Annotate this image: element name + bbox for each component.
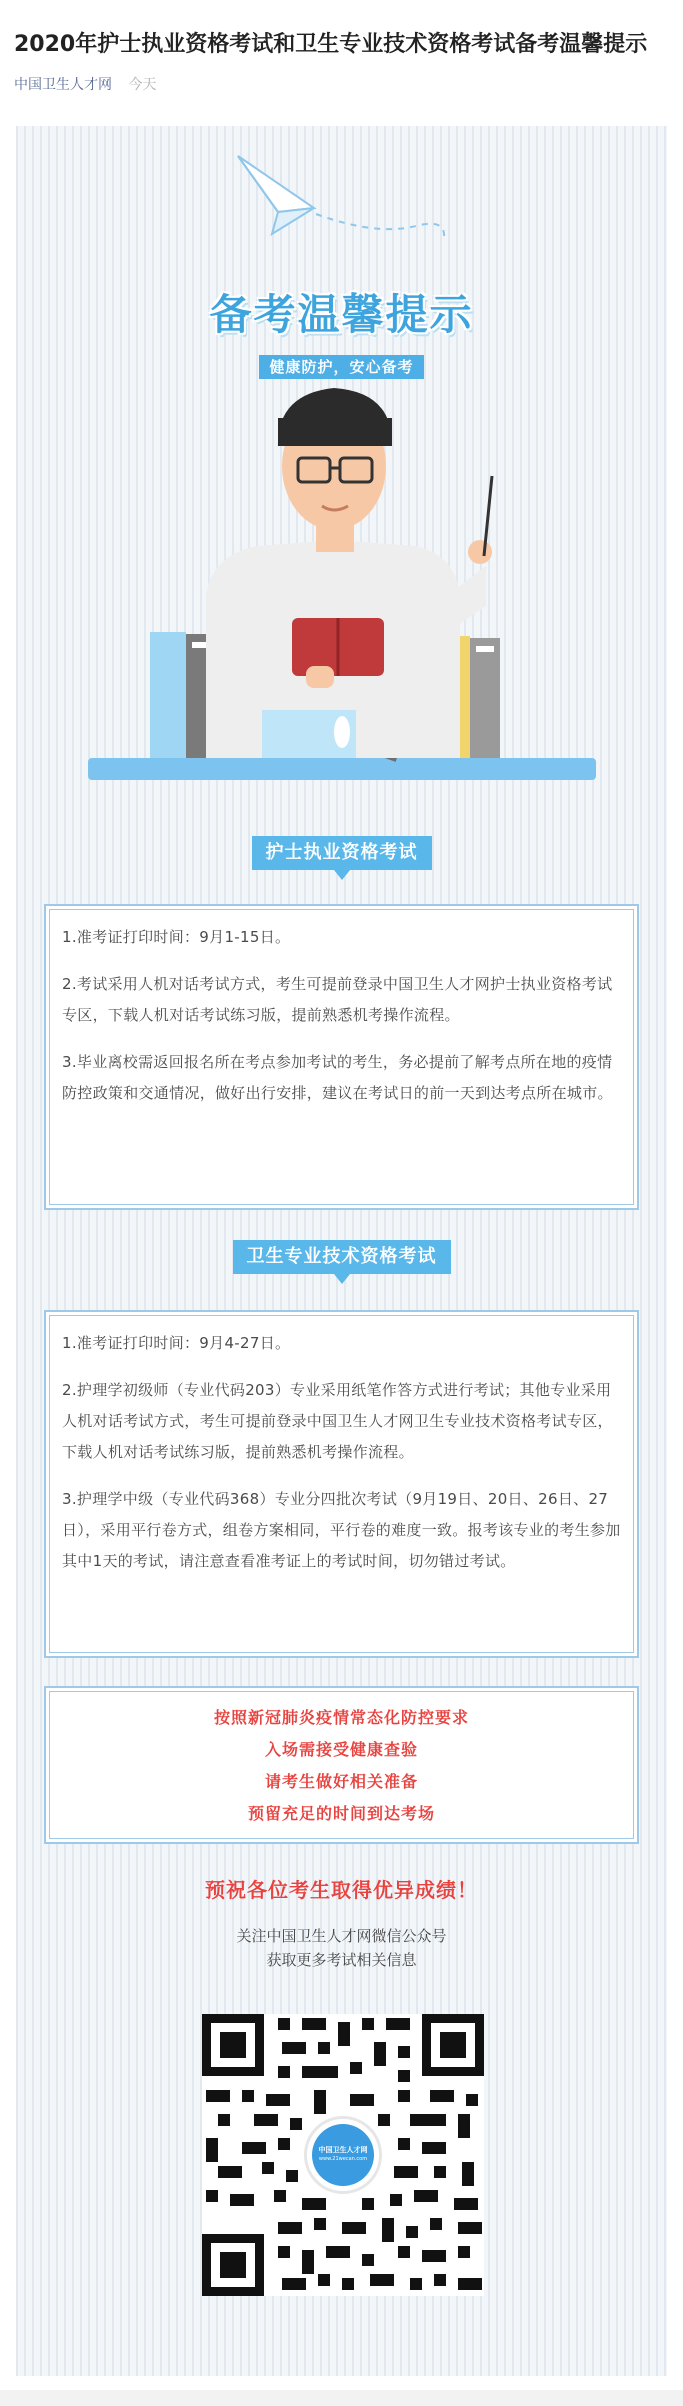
qr-logo-circle [312,2124,374,2186]
health-section-tag [16,1240,667,1284]
qr-code[interactable] [202,2014,484,2296]
nurse-item-1: 1.准考证打印时间：9月1-15日。 [62,928,291,946]
notice-line-1: 按照新冠肺炎疫情常态化防控要求 [213,1708,469,1727]
hero-subtitle-wrap [16,355,667,379]
nurse-item-3: 3.毕业离校需返回报名所在考点参加考试的考生，务必提前了解考点所在地的疫情防控政策和交通情况，做好出行安排，建议在考试日的前一天到达考点所在城市。 [62,1053,613,1102]
hero-illustration [16,126,667,826]
health-item-1: 1.准考证打印时间：9月4-27日。 [62,1334,291,1352]
desk-shape [88,758,596,780]
notice-box [44,1686,639,1844]
follow-line-1: 关注中国卫生人才网微信公众号 [236,1927,447,1945]
bottom-bar [0,2390,683,2406]
qr-logo-name: 中国卫生人才网 [318,2146,368,2154]
nurse-info-box [44,904,639,1210]
good-luck-text: 预祝各位考生取得优异成绩！ [205,1878,478,1902]
article-title: 2020年护士执业资格考试和卫生专业技术资格考试备考温馨提示 [14,32,648,57]
health-item-2: 2.护理学初级师（专业代码203）专业采用纸笔作答方式进行考试；其他专业采用人机对话考试方式，考生可提前登录中国卫生人才网卫生专业技术资格考试专区，下载人机对话考试练习版，提前熟悉机考操作流程。 [62,1381,613,1461]
hero-title: 备考温馨提示 [209,290,474,339]
qr-logo [304,2116,382,2194]
qr-logo-url: www.21wecan.com [318,2156,368,2162]
section-pointer-icon [334,870,350,880]
article-meta [14,75,156,95]
health-info-box [44,1310,639,1658]
section-pointer-icon [334,1274,350,1284]
nurse-section-tag [16,836,667,880]
notice-line-3: 请考生做好相关准备 [264,1772,418,1791]
hero-subtitle: 健康防护，安心备考 [259,355,423,379]
paper-plane-icon [238,156,444,238]
nurse-section-title: 护士执业资格考试 [252,836,432,870]
article-header [0,0,683,120]
notice-line-4: 预留充足的时间到达考场 [247,1804,435,1823]
health-item-3: 3.护理学中级（专业代码368）专业分四批次考试（9月19日、20日、26日、27日），采用平行卷方式，组卷方案相同，平行卷的难度一致。报考该专业的考生参加其中1天的考试，请注意查看准考证上的考试时间，切勿错过考试。 [62,1490,621,1570]
health-section-title: 卫生专业技术资格考试 [233,1240,451,1274]
poster-image [16,126,667,2376]
account-name-link[interactable]: 中国卫生人才网 [14,77,112,93]
follow-text [16,1924,667,1972]
nurse-item-2: 2.考试采用人机对话考试方式，考生可提前登录中国卫生人才网护士执业资格考试专区，下载人机对话考试练习版，提前熟悉机考操作流程。 [62,975,613,1024]
follow-line-2: 获取更多考试相关信息 [266,1951,417,1969]
publish-time: 今天 [128,77,157,93]
notice-line-2: 入场需接受健康查验 [264,1740,418,1759]
hero-illustration-svg [16,126,667,826]
